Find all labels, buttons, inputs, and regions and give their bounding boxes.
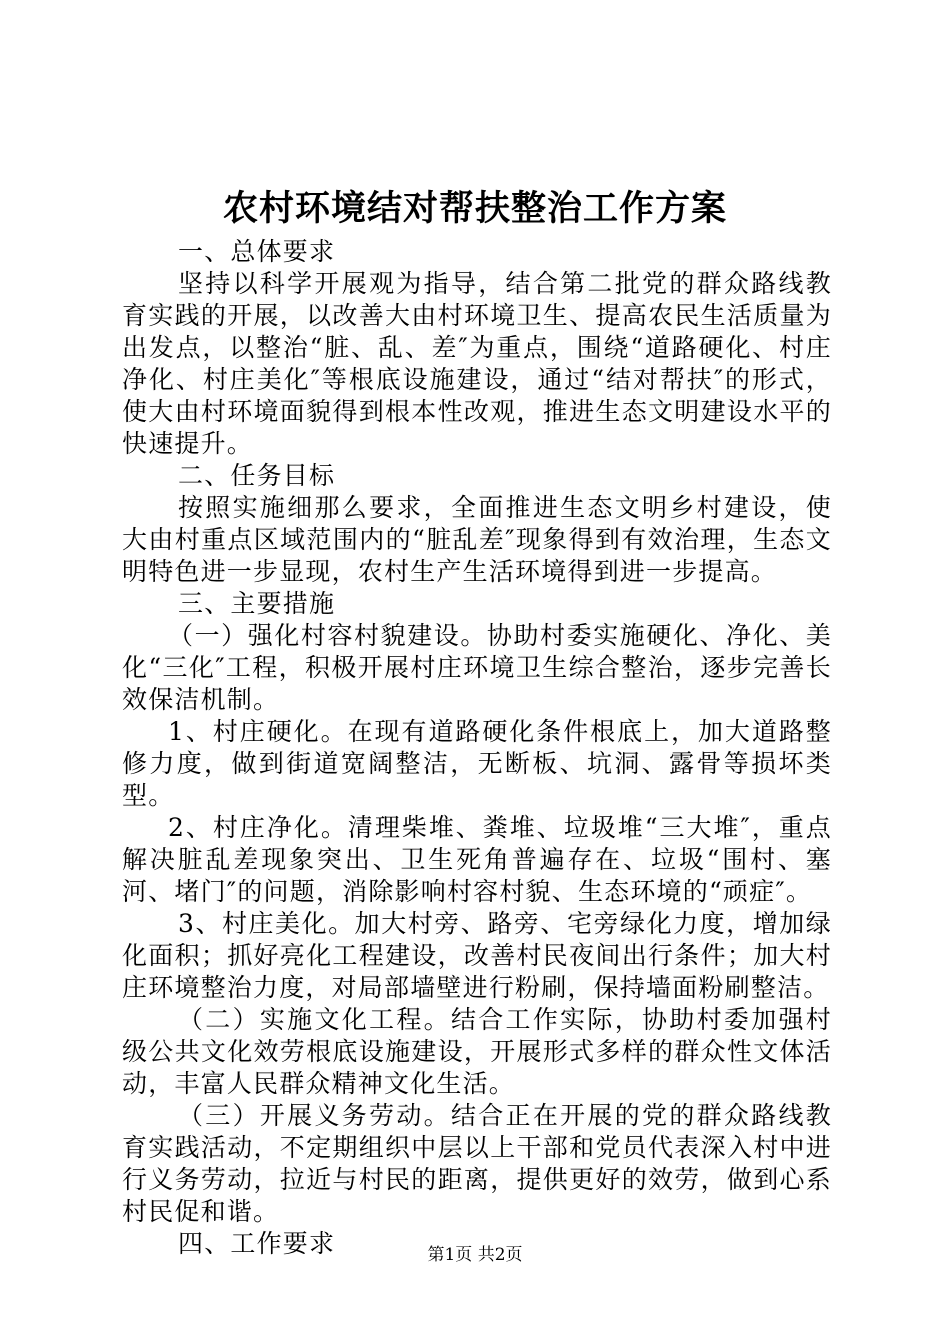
paragraph-village-hardening: 1、村庄硬化。在现有道路硬化条件根底上，加大道路整修力度，做到街道宽阔整洁，无断板、坑洞、露骨等损坏类型。 bbox=[122, 717, 832, 810]
paragraph-general-requirements: 坚持以科学开展观为指导，结合第二批党的群众路线教育实践的开展，以改善大由村环境卫生、提高农民生活质量为出发点，以整治“脏、乱、差″为重点，围绕“道路硬化、村庄净化、村庄美化″等根底设施建设，通过“结对帮扶″的形式，使大由村环境面貌得到根本性改观，推进生态文明建设水平的快速提升。 bbox=[122, 269, 832, 458]
paragraph-task-goals: 按照实施细那么要求，全面推进生态文明乡村建设，使大由村重点区域范围内的“脏乱差″现象得到有效治理，生态文明特色进一步显现，农村生产生活环境得到进一步提高。 bbox=[122, 493, 832, 586]
section-heading-main-measures: 三、主要措施 bbox=[178, 589, 336, 618]
section-heading-work-requirements: 四、工作要求 bbox=[178, 1229, 336, 1258]
paragraph-voluntary-labor: （三）开展义务劳动。结合正在开展的党的群众路线教育实践活动，不定期组织中层以上干部和党员代表深入村中进行义务劳动，拉近与村民的距离，提供更好的效劳，做到心系村民促和谐。 bbox=[122, 1101, 832, 1226]
document-body bbox=[122, 236, 832, 1260]
section-heading-task-goals: 二、任务目标 bbox=[178, 461, 336, 490]
paragraph-village-cleaning: 2、村庄净化。清理柴堆、粪堆、垃圾堆“三大堆″，重点解决脏乱差现象突出、卫生死角普遍存在、垃圾“围村、塞河、堵门″的问题，消除影响村容村貌、生态环境的“顽症″。 bbox=[122, 813, 832, 906]
paragraph-measure-village-appearance: （一）强化村容村貌建设。协助村委实施硬化、净化、美化“三化″工程，积极开展村庄环境卫生综合整治，逐步完善长效保洁机制。 bbox=[122, 621, 832, 714]
paragraph-culture-project: （二）实施文化工程。结合工作实际，协助村委加强村级公共文化效劳根底设施建设，开展形式多样的群众性文体活动，丰富人民群众精神文化生活。 bbox=[122, 1005, 832, 1098]
page-number-footer: 第1页 共2页 bbox=[427, 1245, 523, 1265]
document-title: 农村环境结对帮扶整治工作方案 bbox=[222, 188, 727, 229]
section-heading-general-requirements: 一、总体要求 bbox=[178, 237, 336, 266]
paragraph-village-beautification: 3、村庄美化。加大村旁、路旁、宅旁绿化力度，增加绿化面积；抓好亮化工程建设，改善村民夜间出行条件；加大村庄环境整治力度，对局部墙壁进行粉刷，保持墙面粉刷整洁。 bbox=[122, 909, 832, 1002]
